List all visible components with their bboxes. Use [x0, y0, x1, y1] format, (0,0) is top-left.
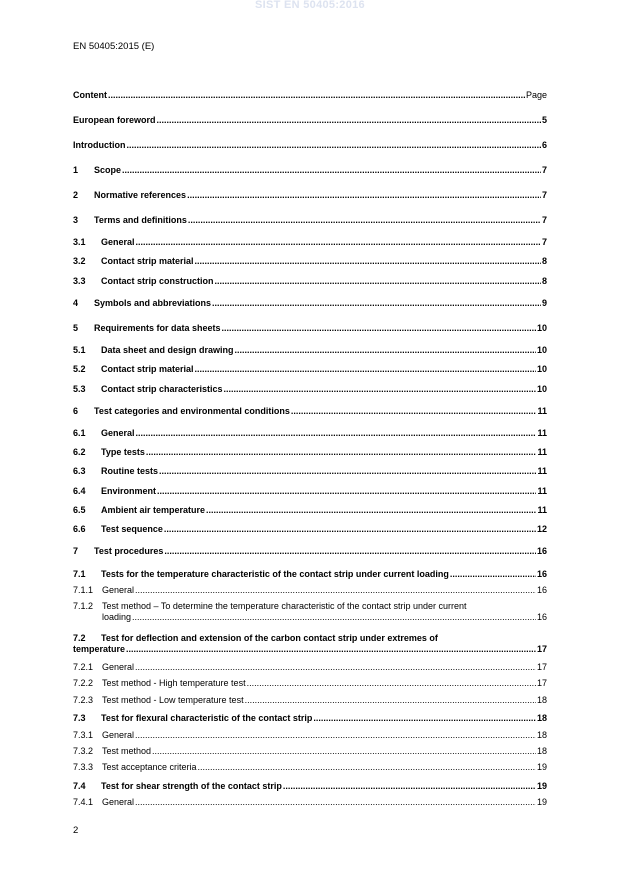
- toc-entry-title: Test method - Low temperature test: [102, 695, 244, 705]
- toc-entry-title: General: [102, 797, 135, 807]
- toc-entry[interactable]: [73, 797, 547, 808]
- toc-entry[interactable]: [73, 115, 547, 126]
- toc-entry-title: Contact strip material: [101, 364, 194, 374]
- toc-entry[interactable]: [73, 781, 547, 792]
- toc-entry-page: 16: [536, 612, 547, 622]
- toc-entry-number: 6.2: [73, 447, 86, 457]
- toc-entry-number: 6.4: [73, 486, 86, 496]
- toc-entry-number: 6.1: [73, 428, 86, 438]
- toc-entry-number: 3.3: [73, 276, 86, 286]
- toc-entry-number: 7.2: [73, 633, 86, 643]
- toc-entry[interactable]: [73, 524, 547, 535]
- toc-entry[interactable]: [73, 486, 547, 497]
- toc-entry-page: 17: [536, 678, 547, 688]
- toc-entry-number: 7.2.1: [73, 662, 94, 672]
- toc-entry-title: General: [101, 428, 135, 438]
- toc-entry-page: 19: [536, 781, 547, 791]
- toc-entry-number: 7.3: [73, 713, 86, 723]
- toc-entry[interactable]: [73, 601, 547, 623]
- toc-entry-title: Requirements for data sheets: [94, 323, 221, 333]
- toc-entry-page: 12: [536, 524, 547, 534]
- toc-entry-number: 7.1: [73, 569, 86, 579]
- toc-entry-title: Test method: [102, 746, 152, 756]
- toc-entry-number: 7.2.3: [73, 695, 94, 705]
- toc-entry-page: 17: [536, 644, 547, 654]
- toc-entry-title: General: [102, 662, 135, 672]
- toc-entry[interactable]: [73, 215, 547, 226]
- toc-entry-page: 11: [537, 486, 547, 496]
- toc-entry-number: 7.4.1: [73, 797, 94, 807]
- toc-entry-page: 18: [536, 695, 547, 705]
- toc-entry-title: Test acceptance criteria: [102, 762, 197, 772]
- toc-entry-title: Tests for the temperature characteristic of the contact strip under current loading: [101, 569, 449, 579]
- toc-entry-page: 10: [536, 345, 547, 355]
- toc-entry-page: 18: [536, 713, 547, 723]
- toc-entry-title: Symbols and abbreviations: [94, 298, 212, 308]
- toc-entry-page: 8: [541, 276, 547, 286]
- toc-entry[interactable]: [73, 276, 547, 287]
- toc-entry-page: 11: [537, 406, 547, 416]
- toc-entry-title: General: [102, 730, 135, 740]
- toc-entry-number: 5.2: [73, 364, 86, 374]
- toc-entry[interactable]: [73, 298, 547, 309]
- toc-entry-number: 7: [73, 546, 79, 556]
- watermark: SIST EN 50405:2016: [255, 0, 365, 11]
- toc-entry-title: European foreword: [73, 115, 156, 125]
- toc-entry-title-line2: loading: [102, 612, 132, 622]
- toc-entry-title: Introduction: [73, 140, 126, 150]
- toc-entry-page: 18: [536, 730, 547, 740]
- toc-entry[interactable]: [73, 569, 547, 580]
- toc-entry-title-line1: Test for deflection and extension of the carbon contact strip under extremes of: [101, 633, 438, 643]
- toc-entry[interactable]: [73, 190, 547, 201]
- toc-entry-title: Type tests: [101, 447, 145, 457]
- page-number: 2: [73, 825, 79, 836]
- toc-entry-page: 16: [536, 569, 547, 579]
- toc-entry-page: 9: [541, 298, 547, 308]
- toc-entry-title: Test procedures: [94, 546, 164, 556]
- toc-entry-number: 7.3.3: [73, 762, 94, 772]
- toc-entry[interactable]: [73, 406, 547, 417]
- page-label: Page: [525, 90, 547, 100]
- toc-entry-number: 7.3.1: [73, 730, 94, 740]
- toc-entry-title: Test for shear strength of the contact strip: [101, 781, 282, 791]
- toc-entry-title: Terms and definitions: [94, 215, 187, 225]
- toc-entry[interactable]: [73, 466, 547, 477]
- toc-entry-title: Normative references: [94, 190, 187, 200]
- toc-entry-page: 10: [536, 364, 547, 374]
- toc-entry-page: 11: [537, 466, 547, 476]
- toc-entry-title: Environment: [101, 486, 157, 496]
- toc-entry[interactable]: [73, 384, 547, 395]
- toc-entry-number: 7.4: [73, 781, 86, 791]
- toc-entry-number: 5: [73, 323, 79, 333]
- toc-entry-title: General: [101, 237, 135, 247]
- toc-entry[interactable]: [73, 746, 547, 757]
- toc-entry-page: 18: [536, 746, 547, 756]
- toc-entry-page: 11: [537, 505, 547, 515]
- toc-header: [73, 90, 547, 101]
- toc-entry[interactable]: [73, 165, 547, 176]
- toc-entry-title: Ambient air temperature: [101, 505, 206, 515]
- toc-entry[interactable]: [73, 678, 547, 689]
- toc-entry[interactable]: [73, 585, 547, 596]
- toc-entry[interactable]: [73, 713, 547, 724]
- toc-entry-page: 10: [536, 323, 547, 333]
- toc-entry-page: 19: [536, 797, 547, 807]
- toc-entry-number: 3.2: [73, 256, 86, 266]
- toc-entry-number: 7.1.1: [73, 585, 94, 595]
- toc-entry-number: 5.3: [73, 384, 86, 394]
- toc-entry-number: 2: [73, 190, 79, 200]
- toc-entry-title-line2: temperature: [73, 644, 126, 654]
- toc-entry-title: Routine tests: [101, 466, 159, 476]
- toc-entry[interactable]: [73, 730, 547, 741]
- toc-entry-title-line1: Test method – To determine the temperature characteristic of the contact strip under current: [102, 601, 467, 611]
- toc-entry-number: 6: [73, 406, 79, 416]
- toc-entry[interactable]: [73, 633, 547, 655]
- toc-entry-number: 7.2.2: [73, 678, 94, 688]
- toc-entry[interactable]: [73, 140, 547, 151]
- toc-entry-page: 19: [536, 762, 547, 772]
- toc-entry-title: Test method - High temperature test: [102, 678, 246, 688]
- toc-entry-number: 5.1: [73, 345, 86, 355]
- toc-entry-number: 6.6: [73, 524, 86, 534]
- toc-entry-page: 6: [541, 140, 547, 150]
- toc-entry[interactable]: [73, 447, 547, 458]
- toc-entry-page: 11: [537, 428, 547, 438]
- toc-entry[interactable]: [73, 428, 547, 439]
- toc-entry-page: 17: [536, 662, 547, 672]
- toc-entry-page: 11: [537, 447, 547, 457]
- toc-entry[interactable]: [73, 546, 547, 557]
- toc-entry-page: 5: [541, 115, 547, 125]
- toc-entry-page: 8: [541, 256, 547, 266]
- toc-entry[interactable]: [73, 364, 547, 375]
- toc-entry[interactable]: [73, 695, 547, 706]
- toc-entry-page: 7: [541, 165, 547, 175]
- toc-entry-number: 3.1: [73, 237, 86, 247]
- toc-entry[interactable]: [73, 505, 547, 516]
- toc-entry[interactable]: [73, 237, 547, 248]
- toc-entry-number: 1: [73, 165, 79, 175]
- toc-entry-number: 3: [73, 215, 79, 225]
- document-id: EN 50405:2015 (E): [73, 41, 155, 52]
- toc-entry-page: 7: [541, 237, 547, 247]
- toc-entry-title: Contact strip material: [101, 256, 194, 266]
- toc-entry-title: Contact strip construction: [101, 276, 214, 286]
- toc-entry[interactable]: [73, 323, 547, 334]
- toc-entry[interactable]: [73, 762, 547, 773]
- toc-entry-title: General: [102, 585, 135, 595]
- toc-entry[interactable]: [73, 662, 547, 673]
- toc-entry-page: 10: [536, 384, 547, 394]
- toc-entry-title: Scope: [94, 165, 122, 175]
- toc-entry-number: 4: [73, 298, 79, 308]
- toc-entry-number: 6.3: [73, 466, 86, 476]
- toc-entry[interactable]: [73, 345, 547, 356]
- toc-entry-title: Test sequence: [101, 524, 163, 534]
- content-label: Content: [73, 90, 107, 100]
- toc-entry-number: 7.1.2: [73, 601, 94, 611]
- toc-entry[interactable]: [73, 256, 547, 267]
- toc-entry-title: Test for flexural characteristic of the contact strip: [101, 713, 313, 723]
- toc-entry-page: 16: [536, 585, 547, 595]
- toc-entry-title: Data sheet and design drawing: [101, 345, 234, 355]
- toc-entry-title: Contact strip characteristics: [101, 384, 223, 394]
- toc-entry-number: 6.5: [73, 505, 86, 515]
- toc-entry-page: 7: [541, 190, 547, 200]
- toc-entry-title: Test categories and environmental conditions: [94, 406, 290, 416]
- toc-entry-number: 7.3.2: [73, 746, 94, 756]
- toc-entry-page: 16: [536, 546, 547, 556]
- toc-entry-page: 7: [541, 215, 547, 225]
